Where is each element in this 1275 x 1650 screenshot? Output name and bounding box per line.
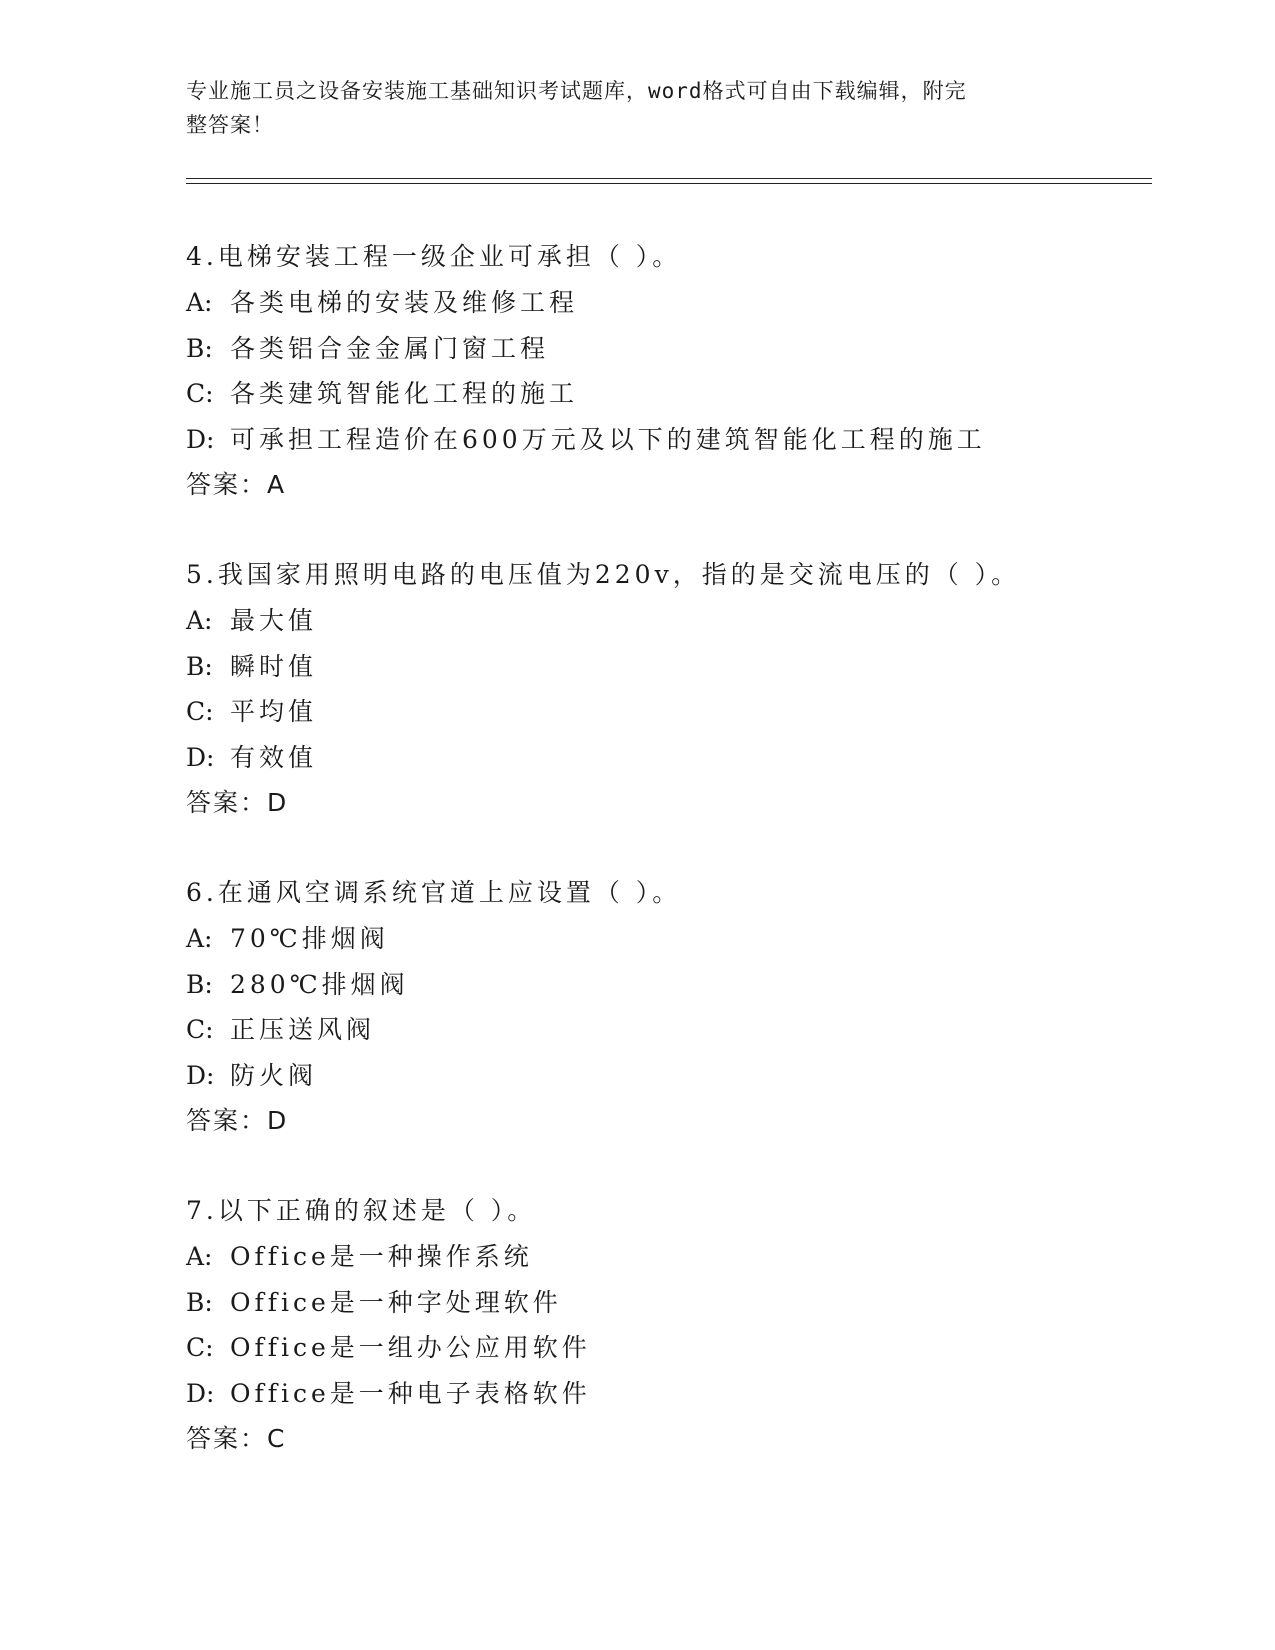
option-text: Office是一种字处理软件	[230, 1287, 562, 1317]
option-c	[186, 371, 1146, 417]
question-list	[186, 234, 1146, 1506]
option-text: 最大值	[230, 606, 318, 635]
answer-line: 答案：C	[186, 1424, 287, 1453]
option-text: Office是一种电子表格软件	[230, 1378, 591, 1408]
option-text: 平均值	[230, 697, 318, 726]
option-a	[186, 280, 1146, 326]
option-key: C:	[186, 697, 214, 726]
option-key: C:	[186, 1333, 214, 1362]
option-key: D:	[186, 424, 215, 454]
option-key: B:	[186, 1287, 213, 1317]
option-key: D:	[186, 1060, 215, 1090]
option-key: A:	[186, 924, 213, 953]
option-b	[186, 1280, 1146, 1326]
header-line-1: 专业施工员之设备安装施工基础知识考试题库，word格式可自由下载编辑，附完	[186, 79, 967, 103]
option-b	[186, 962, 1146, 1008]
question-6	[186, 870, 1146, 1143]
answer-line: 答案：D	[186, 1106, 289, 1135]
option-key: A:	[186, 288, 213, 317]
option-key: B:	[186, 333, 213, 363]
option-text: 各类铝合金金属门窗工程	[230, 333, 550, 363]
option-text: 各类建筑智能化工程的施工	[230, 379, 579, 408]
question-stem: 4.电梯安装工程一级企业可承担（ ）。	[186, 242, 682, 271]
option-key: B:	[186, 651, 213, 681]
option-text: 各类电梯的安装及维修工程	[230, 288, 579, 317]
option-key: A:	[186, 1242, 213, 1271]
option-d	[186, 1371, 1146, 1417]
option-text: 防火阀	[230, 1060, 318, 1090]
option-key: D:	[186, 742, 215, 772]
option-key: D:	[186, 1378, 215, 1408]
document-header	[186, 74, 1066, 142]
option-text: 正压送风阀	[230, 1015, 376, 1044]
option-text: 瞬时值	[230, 651, 318, 681]
question-stem: 6.在通风空调系统官道上应设置（ ）。	[186, 878, 682, 907]
option-text: Office是一组办公应用软件	[230, 1333, 591, 1362]
question-7	[186, 1188, 1146, 1461]
option-d	[186, 417, 1146, 463]
option-c	[186, 689, 1146, 735]
header-divider-top	[186, 178, 1152, 179]
question-5	[186, 552, 1146, 825]
option-a	[186, 1234, 1146, 1280]
option-text: 可承担工程造价在600万元及以下的建筑智能化工程的施工	[230, 424, 986, 454]
option-text: Office是一种操作系统	[230, 1242, 533, 1271]
question-4	[186, 234, 1146, 507]
option-text: 280℃排烟阀	[230, 969, 409, 999]
option-b	[186, 644, 1146, 690]
question-stem: 5.我国家用照明电路的电压值为220v，指的是交流电压的（ ）。	[186, 560, 1021, 589]
header-line-2: 整答案！	[186, 113, 274, 137]
option-a	[186, 916, 1146, 962]
option-b	[186, 326, 1146, 372]
option-key: B:	[186, 969, 213, 999]
option-key: A:	[186, 606, 213, 635]
option-d	[186, 1053, 1146, 1099]
option-c	[186, 1007, 1146, 1053]
answer-line: 答案：A	[186, 470, 287, 499]
option-c	[186, 1325, 1146, 1371]
option-text: 有效值	[230, 742, 318, 772]
option-text: 70℃排烟阀	[230, 924, 389, 953]
header-divider-bottom	[186, 183, 1152, 184]
option-d	[186, 735, 1146, 781]
option-key: C:	[186, 379, 214, 408]
option-key: C:	[186, 1015, 214, 1044]
answer-line: 答案：D	[186, 788, 289, 817]
option-a	[186, 598, 1146, 644]
question-stem: 7.以下正确的叙述是（ ）。	[186, 1196, 537, 1225]
